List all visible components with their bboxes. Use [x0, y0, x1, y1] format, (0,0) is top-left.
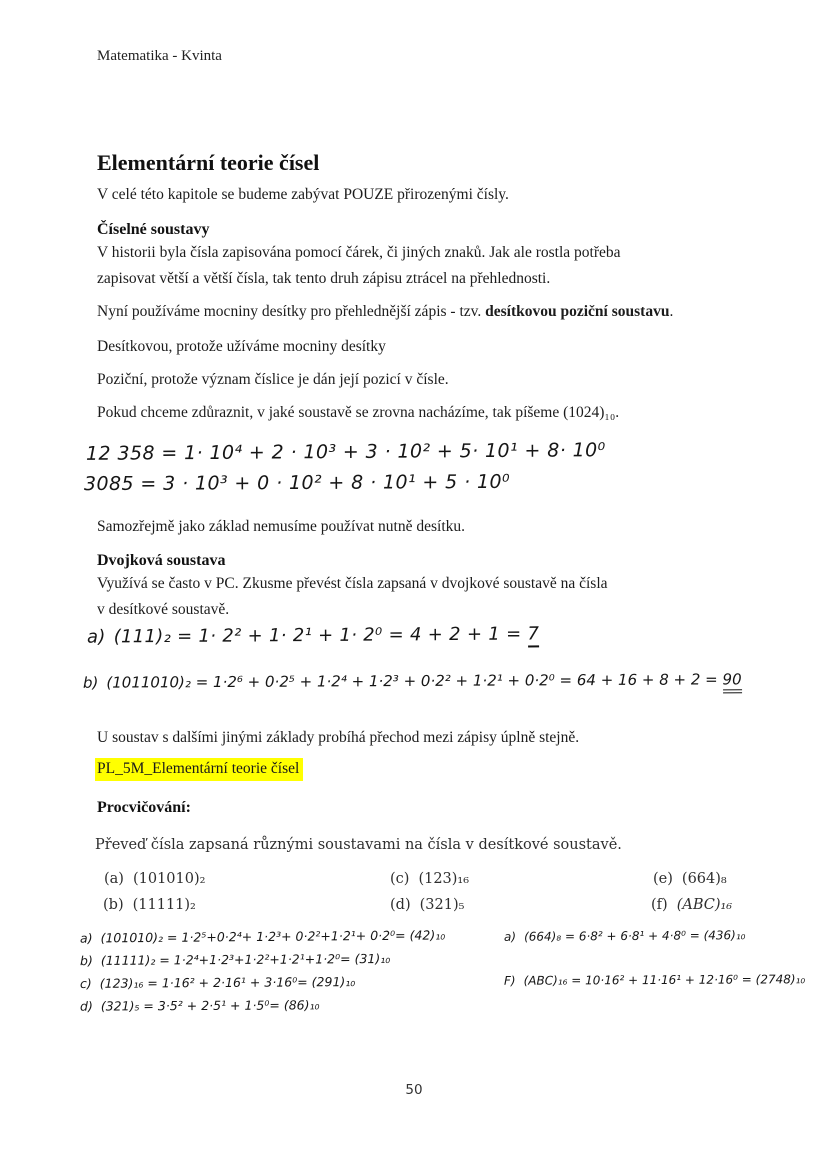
exercise-item-label: (c) [390, 871, 410, 887]
handwritten-solution-d [80, 997, 320, 1013]
solution-formula: (ABC)₁₆ = 10·16² + 11·16¹ + 12·16⁰ = [523, 972, 752, 988]
paragraph-line: V historii byla čísla zapisována pomocí čárek, či jiných znaků. Jak ale rostla potřeba [97, 244, 621, 261]
paragraph-line: Využívá se často v PC. Zkusme převést čísla zapsaná v dvojkové soustavě na čísla [97, 575, 608, 592]
solution-label: F) [503, 973, 516, 988]
solution-result: (2748)₁₀ [755, 972, 806, 987]
paragraph-bold-text: desítkovou poziční soustavu [485, 303, 670, 320]
solution-formula: (664)₈ = 6·8² + 6·8¹ + 4·8⁰ = [524, 928, 700, 944]
solution-formula: (321)₅ = 3·5² + 2·5¹ + 1·5⁰= [100, 997, 280, 1014]
exercise-intro: Převeď čísla zapsaná různými soustavami na čísla v desítkové soustavě. [95, 837, 622, 853]
paragraph: U soustav s dalšími jinými základy probíhá přechod mezi zápisy úplně stejně. [97, 729, 580, 746]
exercise-item-a [104, 871, 205, 887]
example-label: b) [82, 673, 99, 692]
exercise-item-label: (f) [651, 897, 668, 913]
example-result: 7 [527, 623, 539, 647]
paragraph: Poziční, protože význam číslice je dán její pozicí v čísle. [97, 371, 449, 388]
highlighted-text: PL_5M_Elementární teorie čísel [95, 758, 303, 781]
exercise-item-value: (664)₈ [681, 871, 727, 887]
solution-label: a) [503, 929, 517, 944]
exercise-item-value: (ABC)₁₆ [676, 897, 733, 913]
section-heading-practice: Procvičování: [97, 799, 191, 816]
exercise-item-e [653, 871, 727, 887]
page-number: 50 [405, 1082, 423, 1098]
solution-label: c) [79, 975, 92, 991]
handwritten-solution-f [504, 972, 805, 988]
solution-formula: (101010)₂ = 1·2⁵+0·2⁴+ 1·2³+ 0·2²+1·2¹+ 0·2⁰= [100, 927, 406, 946]
paragraph: Samozřejmě jako základ nemusíme používat nutně desítku. [97, 518, 466, 535]
exercise-item-value: (123)₁₆ [418, 871, 470, 887]
exercise-item-label: (e) [653, 871, 673, 887]
exercise-item-c [390, 871, 469, 887]
solution-result: (436)₁₀ [703, 928, 746, 943]
solution-result: (291)₁₀ [311, 974, 356, 990]
handwritten-solution-e [504, 928, 746, 944]
worksheet-reference [95, 758, 303, 781]
exercise-item-f [651, 897, 732, 913]
handwritten-equation: 12 358 = 1· 10⁴ + 2 · 10³ + 3 · 10² + 5· 10¹ + 8· 10⁰ [85, 439, 606, 465]
exercise-item-value: (11111)₂ [132, 897, 196, 913]
paragraph [97, 303, 673, 321]
example-label: a) [86, 626, 106, 648]
handwritten-equation: 3085 = 3 · 10³ + 0 · 10² + 8 · 10¹ + 5 · 10⁰ [83, 470, 511, 496]
section-heading-numeral-systems: Číselné soustavy [97, 221, 210, 238]
handwritten-solution-a [80, 927, 445, 945]
solution-formula: (123)₁₆ = 1·16² + 2·16¹ + 3·16⁰= [99, 974, 308, 991]
exercise-item-d [390, 897, 464, 913]
solution-result: (42)₁₀ [409, 927, 446, 943]
example-formula: (1011010)₂ = 1·2⁶ + 0·2⁵ + 1·2⁴ + 1·2³ + 0·2² + 1·2¹ + 0·2⁰ = 64 + 16 + 8 + 2 = [106, 670, 718, 692]
paragraph-line: zapisovat větší a větší čísla, tak tento druh zápisu ztrácel na přehlednosti. [97, 270, 551, 287]
paragraph-line: v desítkové soustavě. [97, 601, 230, 618]
paragraph: Pokud chceme zdůraznit, v jaké soustavě se zrovna nacházíme, tak píšeme (1024)₁₀. [97, 404, 620, 421]
handwritten-solution-b [80, 951, 390, 968]
paragraph-text: . [669, 303, 674, 320]
handwritten-example-a [87, 623, 539, 647]
exercise-item-label: (a) [104, 871, 124, 887]
example-formula: (111)₂ = 1· 2² + 1· 2¹ + 1· 2⁰ = 4 + 2 + 1 = [113, 623, 522, 648]
handwritten-solution-c [80, 974, 355, 991]
solution-label: b) [79, 952, 93, 969]
document-header: Matematika - Kvinta [97, 48, 222, 64]
exercise-item-label: (d) [390, 897, 411, 913]
page-title: Elementární teorie čísel [97, 150, 320, 175]
exercise-item-label: (b) [103, 897, 124, 913]
solution-label: d) [79, 998, 93, 1014]
solution-label: a) [79, 930, 93, 946]
intro-paragraph: V celé této kapitole se budeme zabývat POUZE přirozenými čísly. [97, 186, 509, 203]
example-result: 90 [722, 670, 741, 693]
exercise-item-value: (101010)₂ [132, 871, 206, 887]
exercise-item-value: (321)₅ [419, 897, 465, 913]
paragraph: Desítkovou, protože užíváme mocniny desítky [97, 338, 386, 355]
handwritten-example-b [83, 670, 742, 691]
exercise-item-b [103, 897, 196, 913]
paragraph-text: Nyní používáme mocniny desítky pro přehlednější zápis - tzv. [97, 303, 486, 320]
section-heading-binary: Dvojková soustava [97, 552, 226, 569]
solution-formula: (11111)₂ = 1·2⁴+1·2³+1·2²+1·2¹+1·2⁰= [100, 951, 351, 968]
solution-result: (86)₁₀ [283, 997, 320, 1013]
solution-result: (31)₁₀ [354, 950, 391, 967]
